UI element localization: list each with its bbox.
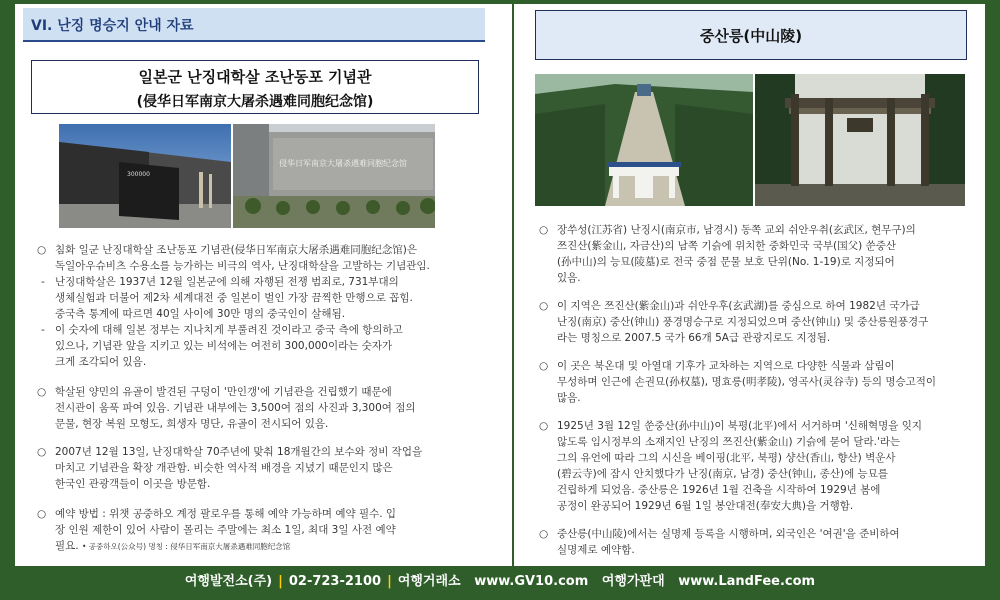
zhongshan-paragraph-4: ○ 1925년 3월 12일 쑨중산(孙中山)이 북평(北平)에서 서거하며 '신해혁명을 잊지 않도록 임시정부의 소재지인 난징의 쯔진산(紫金山) 기슭에 묻어 달라.'라는 그의 유언에 따라 그의 시신을 베이핑(北平, 북평) 샹산(香山, 향산) 벽운사 (碧云寺)에 잠시 안치했다가 난징(南京, 남경) 중산(钟山, 종산)에 능묘를 건립하게 되었음. 중산릉은 1926년 1월 건축을 시작하여 1929년 봄에 공정이 완공되어 1929년 6월 1일 봉안대전(奉安大典)을 거행함. (539, 420, 923, 512)
exchange-name: 여행거래소 (397, 574, 461, 589)
memorial-paragraph-3: ○ 2007년 12월 13일, 난징대학살 70주년에 맞춰 18개월간의 보수와 정비 작업을 마치고 기념관을 확장 개관함. 비슷한 역사적 배경을 지녔기 때문인지 많은 한국인 관광객들이 이곳을 방문함. (37, 446, 423, 490)
bullet-circle-icon: ○ (539, 224, 549, 236)
zhongshan-title-box (535, 10, 967, 60)
zhongshan-photo-aerial (535, 74, 753, 206)
section-title: VI. 난징 명승지 안내 자료 (31, 18, 194, 34)
dash-marker-icon: - (41, 324, 45, 336)
zhongshan-photo-gate (755, 74, 965, 206)
zhongshan-paragraph-1: ○ 장쑤성(江苏省) 난징시(南京市, 남경시) 동쪽 교외 쉬안우취(玄武区, 현무구)의 쯔진산(紫金山, 자금산)의 남쪽 기슭에 위치한 중화민국 국부(国父) 쑨중산 (孙中山)의 능묘(陵墓)로 전국 중점 문물 보호 단위(No. 1-19)로 지정되어 있음. (539, 224, 916, 284)
phone-number: 02-723-2100 (288, 574, 382, 589)
footer-bar (0, 570, 1000, 594)
memorial-title-ko: 일본군 난징대학살 조난동포 기념관 (138, 68, 372, 86)
company-name: 여행발전소(주) (184, 574, 273, 589)
footer-separator: | (387, 574, 392, 589)
bullet-circle-icon: ○ (37, 386, 47, 398)
right-column (525, 4, 977, 566)
memorial-paragraph-2: ○ 학살된 양민의 유골이 발견된 구덩이 '만인갱'에 기념관을 건립했기 때문에 전시관이 움푹 파여 있음. 기념관 내부에는 3,500여 점의 사진과 3,300여 점의 문물, 현장 복원 모형도, 희생자 명단, 유골이 전시되어 있음. (37, 386, 416, 430)
zhongshan-paragraph-3: ○ 이 곳은 북온대 및 아열대 기후가 교차하는 지역으로 다양한 식물과 삼림이 무성하며 인근에 손권묘(孙权墓), 명효릉(明孝陵), 영곡사(灵谷寺) 등의 명승고적이 많음. (539, 360, 937, 404)
bullet-circle-icon: ○ (539, 420, 549, 432)
section-title-bar (23, 8, 485, 42)
stand-name: 여행가판대 (601, 574, 665, 589)
dash-marker-icon: - (41, 276, 45, 288)
bullet-circle-icon: ○ (539, 528, 549, 540)
memorial-photo-wall (59, 124, 231, 228)
memorial-title-box (31, 60, 479, 114)
bullet-circle-icon: ○ (37, 508, 47, 520)
landfee-link[interactable]: www.LandFee.com (678, 574, 816, 589)
bullet-circle-icon: ○ (37, 244, 47, 256)
gv10-link[interactable]: www.GV10.com (474, 574, 589, 589)
footer-separator: | (278, 574, 283, 589)
memorial-photo-building (233, 124, 435, 228)
bullet-circle-icon: ○ (539, 360, 549, 372)
wechat-account-note: • 공중하오(公众号) 명칭 : 侵华日军南京大屠杀遇难同胞纪念馆 (81, 542, 291, 551)
bullet-circle-icon: ○ (539, 300, 549, 312)
photo-number: 300000 (127, 171, 150, 178)
left-column (23, 4, 505, 566)
brochure-page (15, 4, 985, 566)
bullet-circle-icon: ○ (37, 446, 47, 458)
zhongshan-paragraph-5: ○ 중산릉(中山陵)에서는 실명제 등록을 시행하며, 외국인은 '여권'을 준비하여 실명제로 예약함. (539, 528, 900, 556)
memorial-title-zh: (侵华日军南京大屠杀遇难同胞纪念馆) (136, 94, 374, 110)
zhongshan-title: 중산릉(中山陵) (699, 27, 803, 45)
zhongshan-paragraph-2: ○ 이 지역은 쯔진산(紫金山)과 쉬안우후(玄武湖)를 중심으로 하여 1982년 국가급 난징(南京) 중산(钟山) 풍경명승구로 지정되었으며 중산(钟山) 및 중산릉원풍경구 라는 명칭으로 2007.5 국가 66개 5A급 관광지로도 지정됨. (539, 300, 929, 344)
photo-sign-text: 侵华日军南京大屠杀遇难同胞纪念馆 (279, 159, 407, 168)
memorial-paragraph-4: ○ 예약 방법 : 위챗 공중하오 계정 팔로우를 통해 예약 가능하며 예약 필수. 입 장 인원 제한이 있어 사람이 몰리는 주말에는 최소 1일, 최대 3일 사전 예약 필요. • 공중하오(公众号) 명칭 : 侵华日军南京大屠杀遇难同胞纪念馆 (37, 508, 397, 552)
memorial-paragraph-1: ○ 침화 일군 난징대학살 조난동포 기념관(侵华日军南京大屠杀遇难同胞纪念馆)은 독일아우슈비츠 수용소를 능가하는 비극의 역사, 난징대학살을 고발하는 기념관임. - 난징대학살은 1937년 12월 일본군에 의해 자행된 전쟁 범죄로, 731부대의 생체실험과 더불어 제2차 세계대전 중 일본이 벌인 가장 끔찍한 만행으로 꼽힘. 중국측 통계에 따르면 40일 사이에 30만 명의 중국인이 살해됨. - 이 숫자에 대해 일본 정부는 지나치게 부풀려진 것이라고 중국 측에 항의하고 있으나, 기념관 앞을 지키고 있는 비석에는 여전히 300,000이라는 숫자가 크게 조각되어 있음. (37, 244, 430, 368)
column-divider (512, 4, 514, 566)
